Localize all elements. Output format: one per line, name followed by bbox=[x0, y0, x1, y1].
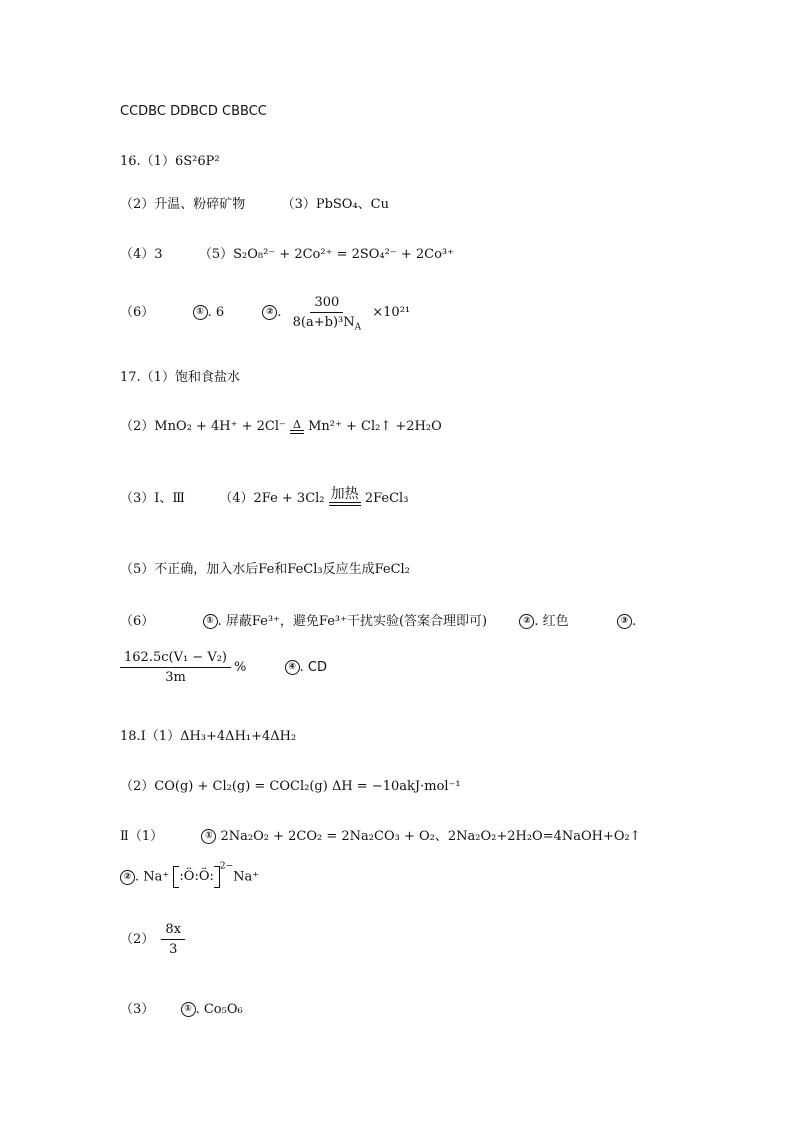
q18-ii-part2-label: （2） bbox=[120, 932, 155, 947]
q16-part6-label: （6） bbox=[120, 305, 155, 320]
q17-part6-answer1: 屏蔽Fe³⁺，避免Fe³⁺干扰实验(答案合理即可) bbox=[225, 614, 488, 629]
q18-ii-equations: 2Na₂O₂ + 2CO₂ = 2Na₂CO₃ + O₂、2Na₂O₂+2H₂O=4NaOH+O₂↑ bbox=[220, 829, 641, 844]
q17-part6-answer4: CD bbox=[307, 660, 327, 675]
q16-den-text: 8(a+b)³N bbox=[292, 315, 355, 330]
circled-2-icon: ② bbox=[120, 870, 135, 885]
q17-part2 bbox=[120, 415, 442, 434]
q17-part3-4 bbox=[120, 486, 408, 506]
q17-part2-left: （2）MnO₂ + 4H⁺ + 2Cl⁻ bbox=[120, 419, 290, 434]
multiple-choice-answers: CCDBC DDBCD CBBCC bbox=[120, 104, 267, 119]
q17-part4-left: （4）2Fe + 3Cl₂ bbox=[219, 491, 325, 506]
q18-part1: 18.Ⅰ（1）ΔH₃+4ΔH₁+4ΔH₂ bbox=[120, 729, 297, 744]
q16-part6-answer1: 6 bbox=[215, 305, 225, 320]
q17-part6-continued: $\frac{\text{162.5c(V₁ − V₂)}}{3m}$ % ④ . CD bbox=[120, 650, 327, 685]
q16-part2: （2）升温、粉碎矿物 bbox=[120, 197, 246, 212]
q18-ii-part3: （3） ① . Co₅O₆ bbox=[120, 1002, 243, 1017]
q17-fraction bbox=[120, 650, 231, 685]
percent-sign: % bbox=[234, 660, 247, 675]
delta-symbol: Δ bbox=[293, 418, 301, 431]
circled-1-icon: ① bbox=[193, 305, 208, 320]
q17-part2-right: Mn²⁺ + Cl₂↑ +2H₂O bbox=[308, 419, 442, 434]
sodium-ion-left: Na⁺ bbox=[143, 869, 170, 885]
q16-fraction-denominator bbox=[289, 313, 365, 333]
circled-2-icon: ② bbox=[262, 305, 277, 320]
q16-part6: （6） ① . 6 ② . $\frac{300}{8(a+b)^3N_A}$ ×10²¹ bbox=[120, 295, 411, 333]
q16-fraction bbox=[289, 295, 365, 333]
q17-part6-answer2: 红色 bbox=[542, 614, 569, 629]
peroxide-dots: :Ö:Ö: bbox=[179, 869, 214, 884]
q18-fraction-numerator: 8x bbox=[161, 922, 185, 940]
q18-ii-part1-2: ② . Na⁺ :Ö:Ö:$^{2-}$Na⁺ bbox=[120, 866, 259, 888]
q16-part1: 16.（1）6S²6P² bbox=[120, 154, 220, 169]
q16-fraction-numerator: 300 bbox=[310, 295, 343, 313]
q17-fraction-numerator: 162.5c(V₁ − V₂) bbox=[120, 650, 231, 668]
q18-ii-part2 bbox=[120, 922, 188, 957]
q17-part3: （3）Ⅰ、Ⅲ bbox=[120, 491, 185, 506]
heating-equals-sign bbox=[329, 486, 361, 506]
q18-ii-label: Ⅱ（1） bbox=[120, 829, 164, 844]
q17-part6-label: （6） bbox=[120, 614, 155, 629]
heating-label: 加热 bbox=[330, 486, 359, 502]
circled-1-icon: ① bbox=[181, 1002, 196, 1017]
circled-4-icon: ④ bbox=[285, 660, 300, 675]
q16-fraction-tail: ×10²¹ bbox=[372, 305, 411, 320]
q16-part5: （5）S₂O₈²⁻ + 2Co²⁺ = 2SO₄²⁻ + 2Co³⁺ bbox=[198, 247, 454, 262]
q16-part3: （3）PbSO₄、Cu bbox=[281, 197, 389, 212]
sodium-ion-right: Na⁺ bbox=[233, 869, 260, 885]
circled-1-icon: ① bbox=[203, 614, 218, 629]
q17-part1: 17.（1）饱和食盐水 bbox=[120, 370, 240, 385]
q17-part5: （5）不正确，加入水后Fe和FeCl₃反应生成FeCl₂ bbox=[120, 562, 410, 577]
q16-den-sub: A bbox=[354, 322, 362, 333]
q16-part2-3 bbox=[120, 193, 389, 212]
q17-fraction-denominator: 3m bbox=[165, 670, 186, 685]
heat-equals-sign bbox=[290, 419, 304, 434]
peroxide-charge: 2− bbox=[219, 861, 234, 872]
q18-fraction bbox=[161, 922, 185, 957]
q18-ii-part3-label: （3） bbox=[120, 1002, 155, 1017]
q18-part2: （2）CO(g) + Cl₂(g) = COCl₂(g) ΔH = −10akJ·mol⁻¹ bbox=[120, 779, 461, 794]
circled-1-icon: ① bbox=[201, 829, 216, 844]
peroxide-electron-structure bbox=[173, 866, 219, 888]
circled-2-icon: ② bbox=[519, 614, 534, 629]
q16-part4: （4）3 bbox=[120, 247, 163, 262]
q18-fraction-denominator: 3 bbox=[169, 942, 178, 957]
q18-ii-part1 bbox=[120, 825, 641, 844]
q17-part6: （6） ① . 屏蔽Fe³⁺，避免Fe³⁺干扰实验(答案合理即可) ② . 红色 ③ . bbox=[120, 614, 637, 629]
circled-3-icon: ③ bbox=[617, 614, 632, 629]
q18-ii-part3-answer: Co₅O₆ bbox=[203, 1002, 243, 1017]
q17-part4-right: 2FeCl₃ bbox=[364, 491, 409, 506]
q16-part4-5 bbox=[120, 243, 454, 262]
